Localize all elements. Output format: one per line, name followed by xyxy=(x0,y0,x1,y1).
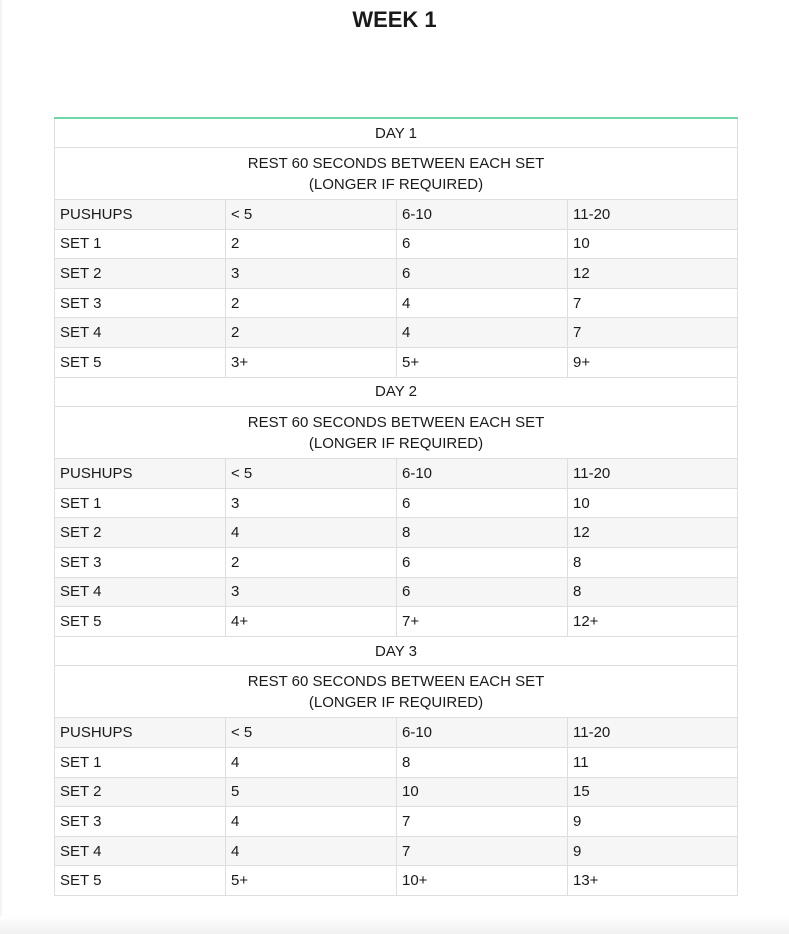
table-row xyxy=(55,748,738,778)
reps-cell[interactable]: 10 xyxy=(397,777,568,807)
table-row xyxy=(55,836,738,866)
day-label[interactable]: DAY 1 xyxy=(55,118,738,148)
table-row xyxy=(55,488,738,518)
reps-cell[interactable]: 3 xyxy=(226,259,397,289)
set-label-cell[interactable]: SET 2 xyxy=(55,777,226,807)
reps-cell[interactable]: 15 xyxy=(568,777,738,807)
table-row xyxy=(55,229,738,259)
rest-instruction-row xyxy=(55,666,738,718)
page-edge xyxy=(0,0,2,934)
reps-cell[interactable]: 6 xyxy=(397,229,568,259)
table-row xyxy=(55,577,738,607)
reps-cell[interactable]: 11 xyxy=(568,748,738,778)
reps-cell[interactable]: 4+ xyxy=(226,607,397,637)
header-cell[interactable]: PUSHUPS xyxy=(55,718,226,748)
set-label-cell[interactable]: SET 3 xyxy=(55,807,226,837)
table-row xyxy=(55,259,738,289)
header-cell[interactable]: < 5 xyxy=(226,200,397,230)
reps-cell[interactable]: 10 xyxy=(568,229,738,259)
reps-cell[interactable]: 7 xyxy=(397,807,568,837)
header-cell[interactable]: < 5 xyxy=(226,718,397,748)
workout-table xyxy=(54,117,738,896)
rest-instruction-row xyxy=(55,407,738,459)
reps-cell[interactable]: 3+ xyxy=(226,348,397,378)
reps-cell[interactable]: 8 xyxy=(397,518,568,548)
reps-cell[interactable]: 2 xyxy=(226,318,397,348)
table-row xyxy=(55,777,738,807)
day-label-row xyxy=(55,377,738,407)
reps-cell[interactable]: 4 xyxy=(226,807,397,837)
header-row xyxy=(55,200,738,230)
rest-instruction[interactable] xyxy=(55,666,738,718)
reps-cell[interactable]: 9 xyxy=(568,807,738,837)
reps-cell[interactable]: 13+ xyxy=(568,866,738,896)
reps-cell[interactable]: 2 xyxy=(226,288,397,318)
set-label-cell[interactable]: SET 1 xyxy=(55,748,226,778)
set-label-cell[interactable]: SET 5 xyxy=(55,607,226,637)
table-row xyxy=(55,518,738,548)
table-row xyxy=(55,807,738,837)
reps-cell[interactable]: 4 xyxy=(397,318,568,348)
reps-cell[interactable]: 10+ xyxy=(397,866,568,896)
reps-cell[interactable]: 5+ xyxy=(397,348,568,378)
set-label-cell[interactable]: SET 1 xyxy=(55,229,226,259)
header-cell[interactable]: 11-20 xyxy=(568,459,738,489)
reps-cell[interactable]: 12 xyxy=(568,518,738,548)
page-bottom-shadow xyxy=(0,916,789,934)
rest-instruction[interactable] xyxy=(55,148,738,200)
reps-cell[interactable]: 4 xyxy=(226,518,397,548)
set-label-cell[interactable]: SET 5 xyxy=(55,348,226,378)
reps-cell[interactable]: 6 xyxy=(397,577,568,607)
header-cell[interactable]: < 5 xyxy=(226,459,397,489)
header-cell[interactable]: PUSHUPS xyxy=(55,459,226,489)
set-label-cell[interactable]: SET 3 xyxy=(55,288,226,318)
reps-cell[interactable]: 5 xyxy=(226,777,397,807)
day-label[interactable]: DAY 2 xyxy=(55,377,738,407)
day-label-row xyxy=(55,118,738,148)
header-row xyxy=(55,459,738,489)
reps-cell[interactable]: 3 xyxy=(226,577,397,607)
reps-cell[interactable]: 2 xyxy=(226,229,397,259)
header-cell[interactable]: 6-10 xyxy=(397,718,568,748)
table-row xyxy=(55,288,738,318)
table-row xyxy=(55,548,738,578)
rest-instruction[interactable] xyxy=(55,407,738,459)
reps-cell[interactable]: 8 xyxy=(397,748,568,778)
rest-instruction-row xyxy=(55,148,738,200)
rest-line-2: (LONGER IF REQUIRED) xyxy=(308,176,484,194)
set-label-cell[interactable]: SET 5 xyxy=(55,866,226,896)
rest-line-1: REST 60 SECONDS BETWEEN EACH SET xyxy=(247,673,545,691)
table-row xyxy=(55,318,738,348)
reps-cell[interactable]: 6 xyxy=(397,548,568,578)
set-label-cell[interactable]: SET 3 xyxy=(55,548,226,578)
header-cell[interactable]: 11-20 xyxy=(568,718,738,748)
reps-cell[interactable]: 4 xyxy=(226,748,397,778)
reps-cell[interactable]: 12+ xyxy=(568,607,738,637)
reps-cell[interactable]: 7 xyxy=(568,288,738,318)
table-row xyxy=(55,607,738,637)
reps-cell[interactable]: 6 xyxy=(397,488,568,518)
reps-cell[interactable]: 4 xyxy=(397,288,568,318)
set-label-cell[interactable]: SET 4 xyxy=(55,577,226,607)
header-cell[interactable]: PUSHUPS xyxy=(55,200,226,230)
rest-line-2: (LONGER IF REQUIRED) xyxy=(308,435,484,453)
set-label-cell[interactable]: SET 4 xyxy=(55,318,226,348)
header-row xyxy=(55,718,738,748)
reps-cell[interactable]: 7 xyxy=(397,836,568,866)
reps-cell[interactable]: 9+ xyxy=(568,348,738,378)
reps-cell[interactable]: 8 xyxy=(568,548,738,578)
day-label[interactable]: DAY 3 xyxy=(55,636,738,666)
reps-cell[interactable]: 8 xyxy=(568,577,738,607)
reps-cell[interactable]: 3 xyxy=(226,488,397,518)
set-label-cell[interactable]: SET 2 xyxy=(55,518,226,548)
header-cell[interactable]: 6-10 xyxy=(397,459,568,489)
reps-cell[interactable]: 2 xyxy=(226,548,397,578)
page-title: WEEK 1 xyxy=(352,7,437,32)
reps-cell[interactable]: 12 xyxy=(568,259,738,289)
reps-cell[interactable]: 5+ xyxy=(226,866,397,896)
header-cell[interactable]: 11-20 xyxy=(568,200,738,230)
day-label-row xyxy=(55,636,738,666)
rest-line-1: REST 60 SECONDS BETWEEN EACH SET xyxy=(247,414,545,432)
reps-cell[interactable]: 9 xyxy=(568,836,738,866)
header-cell[interactable]: 6-10 xyxy=(397,200,568,230)
reps-cell[interactable]: 7+ xyxy=(397,607,568,637)
set-label-cell[interactable]: SET 1 xyxy=(55,488,226,518)
reps-cell[interactable]: 10 xyxy=(568,488,738,518)
reps-cell[interactable]: 7 xyxy=(568,318,738,348)
reps-cell[interactable]: 6 xyxy=(397,259,568,289)
rest-line-2: (LONGER IF REQUIRED) xyxy=(308,694,484,712)
reps-cell[interactable]: 4 xyxy=(226,836,397,866)
set-label-cell[interactable]: SET 2 xyxy=(55,259,226,289)
set-label-cell[interactable]: SET 4 xyxy=(55,836,226,866)
table-row xyxy=(55,348,738,378)
table-row xyxy=(55,866,738,896)
rest-line-1: REST 60 SECONDS BETWEEN EACH SET xyxy=(247,155,545,173)
